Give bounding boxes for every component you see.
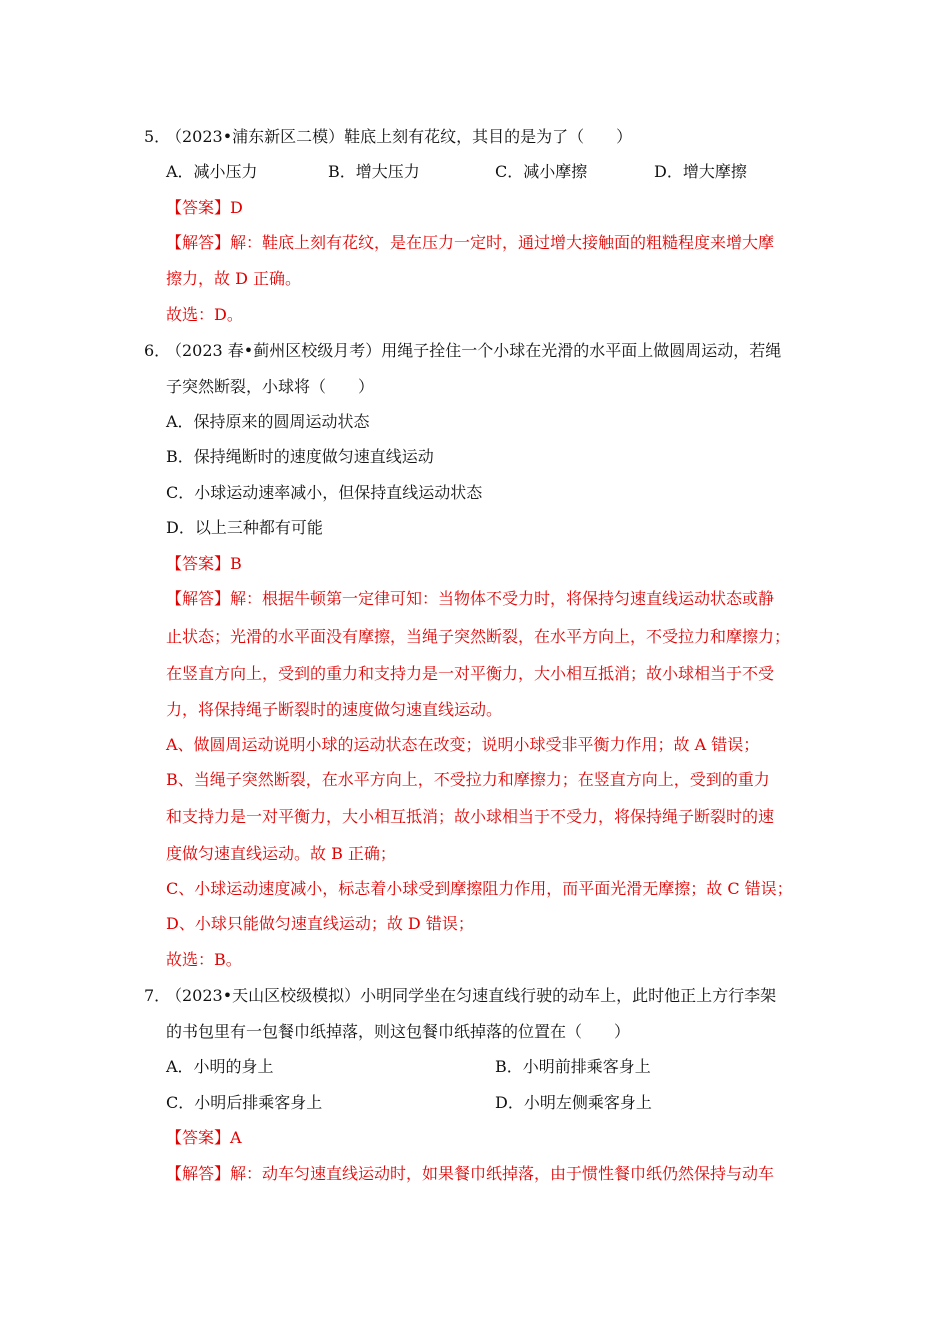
question-text: 的书包里有一包餐巾纸掉落，则这包餐巾纸掉落的位置在（ ） [166,1022,631,1041]
question-number: 6． [144,341,171,360]
option-b: B．保持绳断时的速度做匀速直线运动 [166,447,434,466]
analysis-line: 【解答】解：动车匀速直线运动时，如果餐巾纸掉落，由于惯性餐巾纸仍然保持与动车 [166,1164,775,1183]
analysis-line: C、小球运动速度减小，标志着小球受到摩擦阻力作用，而平面光滑无摩擦；故 C 错误； [166,879,793,898]
analysis-line: 故选：B。 [166,950,242,969]
analysis-line: 故选：D。 [166,305,243,324]
question-5-stem [144,127,632,149]
question-7-stem [144,986,776,1008]
question-5-options [166,162,806,184]
option-d: D．以上三种都有可能 [166,518,323,537]
option-a: A．小明的身上 [166,1057,274,1076]
question-text: （2023•天山区校级模拟）小明同学坐在匀速直线行驶的动车上，此时他正上方行李架 [166,986,777,1005]
analysis-line: 在竖直方向上，受到的重力和支持力是一对平衡力，大小相互抵消；故小球相当于不受 [166,664,775,683]
answer-line: 【答案】A [166,1128,242,1147]
question-7-options-row-2 [166,1093,806,1115]
option-c: C．小明后排乘客身上 [166,1093,323,1112]
analysis-line: 擦力，故 D 正确。 [166,269,302,288]
analysis-line: A、做圆周运动说明小球的运动状态在改变；说明小球受非平衡力作用；故 A 错误； [166,735,760,754]
question-text: 子突然断裂，小球将（ ） [166,377,375,396]
question-text: （2023 春•蓟州区校级月考）用绳子拴住一个小球在光滑的水平面上做圆周运动，若绳 [166,341,782,360]
question-text: （2023•浦东新区二模）鞋底上刻有花纹，其目的是为了（ ） [166,127,633,146]
analysis-line: D、小球只能做匀速直线运动；故 D 错误； [166,914,474,933]
question-6-stem [144,341,781,363]
option-d: D．增大摩擦 [654,162,747,181]
analysis-line: 和支持力是一对平衡力，大小相互抵消；故小球相当于不受力，将保持绳子断裂时的速 [166,807,775,826]
analysis-line: 止状态；光滑的水平面没有摩擦，当绳子突然断裂，在水平方向上，不受拉力和摩擦力； [166,627,791,646]
question-number: 7． [144,986,171,1005]
answer-line: 【答案】B [166,554,242,573]
analysis-line: 力，将保持绳子断裂时的速度做匀速直线运动。 [166,700,503,719]
option-b: B．小明前排乘客身上 [495,1057,651,1076]
option-c: C．小球运动速率减小，但保持直线运动状态 [166,483,483,502]
analysis-line: B、当绳子突然断裂，在水平方向上，不受拉力和摩擦力；在竖直方向上，受到的重力 [166,770,770,789]
option-a: A．保持原来的圆周运动状态 [166,412,370,431]
option-d: D．小明左侧乘客身上 [495,1093,652,1112]
option-a: A．减小压力 [166,162,258,181]
analysis-line: 【解答】解：根据牛顿第一定律可知：当物体不受力时，将保持匀速直线运动状态或静 [166,589,775,608]
option-b: B．增大压力 [328,162,420,181]
question-7-options-row-1 [166,1057,806,1079]
analysis-line: 【解答】解：鞋底上刻有花纹，是在压力一定时，通过增大接触面的粗糙程度来增大摩 [166,233,775,252]
option-c: C．减小摩擦 [495,162,588,181]
question-number: 5． [144,127,171,146]
analysis-line: 度做匀速直线运动。故 B 正确； [166,844,396,863]
answer-line: 【答案】D [166,198,243,217]
